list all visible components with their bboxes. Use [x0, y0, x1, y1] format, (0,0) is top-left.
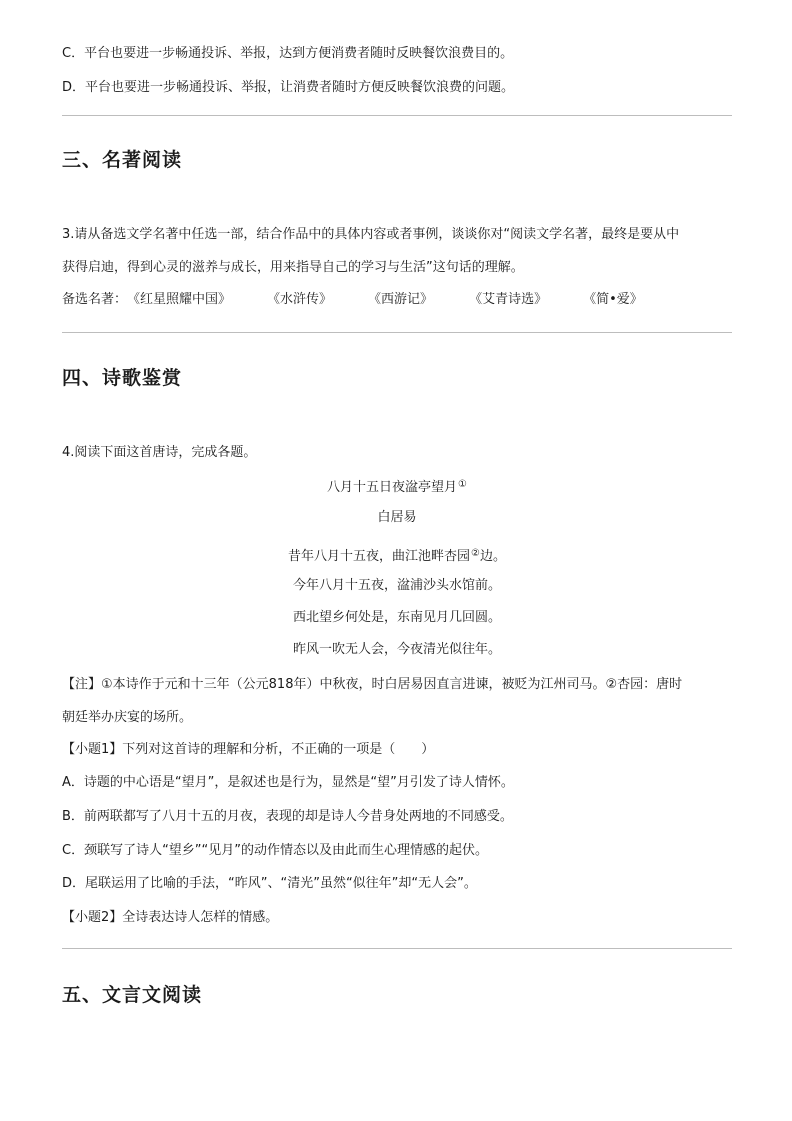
book-options	[62, 291, 643, 309]
divider	[62, 332, 732, 333]
poem-author: 白居易	[377, 510, 417, 525]
footnote-marker: ②	[471, 548, 480, 559]
poem-line-1	[62, 545, 732, 566]
book-option: 《水浒传》	[267, 292, 333, 307]
book-options-label: 备选名著：	[62, 292, 128, 307]
poem-line-1-text-a: 昔年八月十五夜，曲江池畔杏园	[288, 549, 471, 564]
footnote-marker: ①	[458, 479, 467, 490]
poem-title-text: 八月十五日夜湓亭望月	[327, 480, 458, 495]
book-option: 《西游记》	[368, 292, 434, 307]
poem-line-4: 昨风一吹无人会，今夜清光似往年。	[292, 642, 501, 657]
option-d: D．尾联运用了比喻的手法，“昨风”、“清光”虽然“似往年”却“无人会”。	[62, 876, 477, 891]
book-option: 《艾青诗选》	[469, 292, 548, 307]
option-b: B．前两联都写了八月十五的月夜，表现的却是诗人今昔身处两地的不同感受。	[62, 809, 513, 824]
question-3-line-2: 获得启迪，得到心灵的滋养与成长，用来指导自己的学习与生活”这句话的理解。	[62, 260, 524, 275]
book-option: 《红星照耀中国》	[127, 292, 232, 307]
poem-title	[62, 476, 732, 497]
section-heading-famous-works: 三、名著阅读	[62, 149, 183, 171]
option-a: A．诗题的中心语是“望月”，是叙述也是行为，显然是“望”月引发了诗人情怀。	[62, 775, 514, 790]
divider	[62, 948, 732, 949]
question-4-intro: 4.阅读下面这首唐诗，完成各题。	[62, 445, 257, 460]
poem-note-line-1: 【注】①本诗作于元和十三年（公元818年）中秋夜，时白居易因直言进谏，被贬为江州司马。②杏园：唐时	[62, 677, 683, 692]
poem-line-2: 今年八月十五夜，湓浦沙头水馆前。	[292, 578, 501, 593]
poem-note-line-2: 朝廷举办庆宴的场所。	[62, 710, 193, 725]
sub-question-2: 【小题2】全诗表达诗人怎样的情感。	[62, 910, 279, 925]
poem-line-3: 西北望乡何处是，东南见月几回圆。	[292, 610, 501, 625]
question-3-line-1: 3.请从备选文学名著中任选一部，结合作品中的具体内容或者事例，谈谈你对“阅读文学名著，最终是要从中	[62, 227, 680, 242]
divider	[62, 115, 732, 116]
sub-question-1: 【小题1】下列对这首诗的理解和分析，不正确的一项是（ ）	[62, 742, 435, 757]
section-heading-classical-chinese: 五、文言文阅读	[62, 984, 203, 1006]
book-option: 《简•爱》	[583, 292, 643, 307]
poem-line-1-text-b: 边。	[479, 549, 506, 564]
option-c: C．颈联写了诗人“望乡”“见月”的动作情态以及由此而生心理情感的起伏。	[62, 843, 489, 858]
section-heading-poetry: 四、诗歌鉴赏	[62, 367, 183, 389]
option-d-prev: D．平台也要进一步畅通投诉、举报，让消费者随时方便反映餐饮浪费的问题。	[62, 80, 515, 95]
option-c-prev: C．平台也要进一步畅通投诉、举报，达到方便消费者随时反映餐饮浪费目的。	[62, 46, 514, 61]
